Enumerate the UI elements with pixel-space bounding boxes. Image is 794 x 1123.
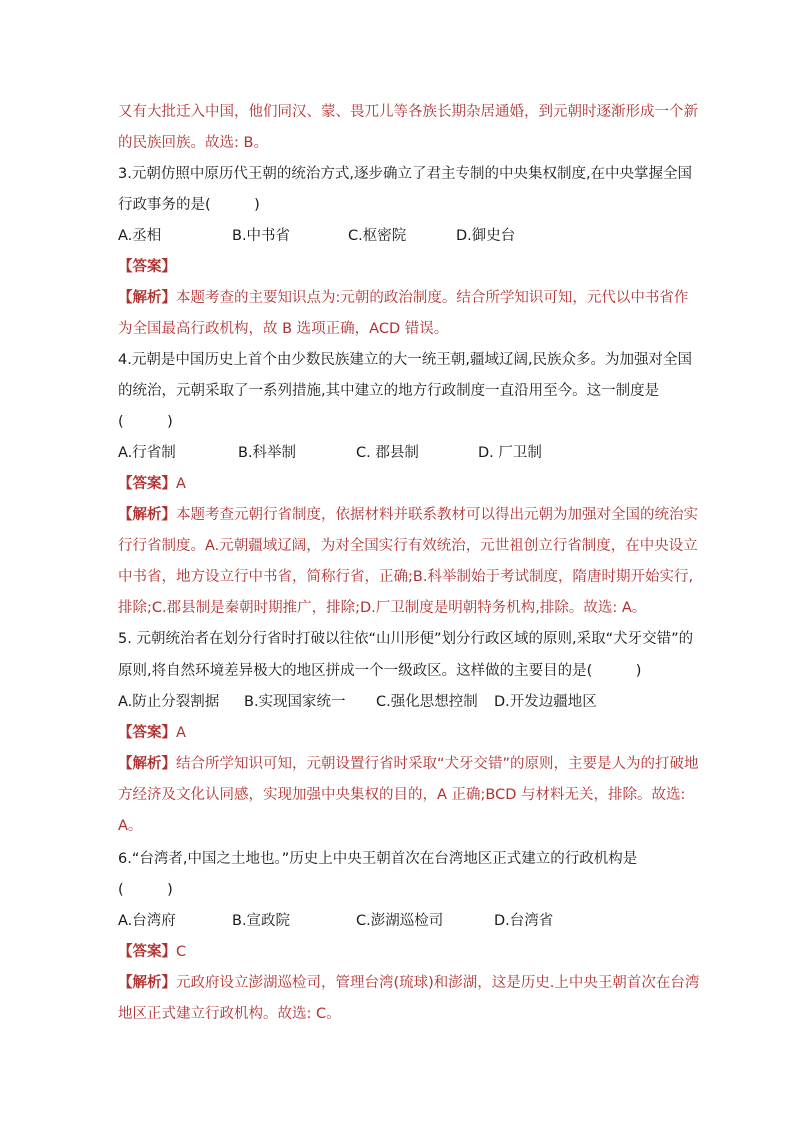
q6-analysis-line-2: 地区正式建立行政机构。故选: C。 bbox=[118, 1006, 341, 1022]
q5-analysis-line-1 bbox=[118, 754, 699, 774]
q5-stem-line-2: 原则,将自然环境差异极大的地区拼成一个一级政区。这样做的主要目的是( ) bbox=[118, 663, 642, 679]
q3-stem-line-1: 3.元朝仿照中原历代王朝的统治方式,逐步确立了君主专制的中央集权制度,在中央掌握全国 bbox=[118, 166, 693, 182]
q4-option-c: C. 郡县制 bbox=[356, 445, 419, 461]
q6-stem-line-1: 6.“台湾者,中国之土地也。”历史上中央王朝首次在台湾地区正式建立的行政机构是 bbox=[118, 851, 638, 867]
analysis-label: 【解析】 bbox=[118, 290, 176, 306]
q6-option-c: C.澎湖巡检司 bbox=[356, 913, 444, 929]
answer-label: 【答案】 bbox=[118, 476, 176, 492]
q4-answer-value: A bbox=[176, 476, 186, 492]
q3-analysis-line-2: 为全国最高行政机构，故 B 选项正确，ACD 错误。 bbox=[118, 321, 449, 337]
q6-answer-value: C bbox=[176, 944, 187, 960]
q4-analysis-text-1: 本题考查元朝行省制度，依据材料并联系教材可以得出元朝为加强对全国的统治实 bbox=[176, 507, 698, 523]
q4-answer bbox=[118, 474, 186, 494]
q3-option-c: C.枢密院 bbox=[348, 228, 407, 244]
q6-option-b: B.宣政院 bbox=[232, 913, 291, 929]
q4-option-d: D. 厂卫制 bbox=[478, 445, 542, 461]
q5-analysis-line-3: A。 bbox=[118, 818, 143, 834]
q6-analysis-text-1: 元政府设立澎湖巡检司，管理台湾(琉球)和澎湖，这是历史.上中央王朝首次在台湾 bbox=[176, 975, 700, 991]
analysis-label: 【解析】 bbox=[118, 975, 176, 991]
intro-line-1: 又有大批迁入中国，他们同汉、蒙、畏兀儿等各族长期杂居通婚，到元朝时逐渐形成一个新 bbox=[118, 104, 698, 120]
q3-stem-line-2: 行政事务的是( ) bbox=[118, 197, 260, 213]
q5-option-a: A.防止分裂割据 bbox=[118, 694, 220, 710]
q4-stem-line-3: ( ) bbox=[118, 414, 173, 430]
q4-analysis-line-3: 中书省，地方设立行中书省，简称行省，正确;B.科举制始于考试制度，隋唐时期开始实行, bbox=[118, 569, 694, 585]
q4-analysis-line-4: 排除;C.郡县制是秦朝时期推广，排除;D.厂卫制度是明朝特务机构,排除。故选: A。 bbox=[118, 600, 647, 616]
q3-answer bbox=[118, 257, 176, 277]
analysis-label: 【解析】 bbox=[118, 507, 176, 523]
q4-option-b: B.科举制 bbox=[238, 445, 297, 461]
q3-analysis-line-1 bbox=[118, 288, 688, 308]
q3-analysis-text-1: 本题考查的主要知识点为:元朝的政治制度。结合所学知识可知，元代以中书省作 bbox=[176, 290, 689, 306]
q6-analysis-line-1 bbox=[118, 973, 699, 993]
q6-option-a: A.台湾府 bbox=[118, 913, 176, 929]
q4-stem-line-1: 4.元朝是中国历史上首个由少数民族建立的大一统王朝,疆域辽阔,民族众多。为加强对全国 bbox=[118, 352, 693, 368]
q6-answer bbox=[118, 942, 186, 962]
q3-option-a: A.丞相 bbox=[118, 228, 162, 244]
q5-stem-line-1: 5. 元朝统治者在划分行省时打破以往依“山川形便”划分行政区域的原则,采取“犬牙交错”的 bbox=[118, 631, 694, 647]
q6-stem-line-2: ( ) bbox=[118, 882, 173, 898]
answer-label: 【答案】 bbox=[118, 725, 176, 741]
q3-option-b: B.中书省 bbox=[232, 228, 291, 244]
answer-label: 【答案】 bbox=[118, 259, 176, 275]
answer-label: 【答案】 bbox=[118, 944, 176, 960]
q4-analysis-line-1 bbox=[118, 505, 698, 525]
q5-option-b: B.实现国家统一 bbox=[244, 694, 346, 710]
q5-option-c: C.强化思想控制 bbox=[376, 694, 478, 710]
q5-answer bbox=[118, 723, 186, 743]
q5-analysis-line-2: 方经济及文化认同感，实现加强中央集权的目的，A 正确;BCD 与材料无关，排除。故选: bbox=[118, 787, 686, 803]
intro-line-2: 的民族回族。故选: B。 bbox=[118, 135, 268, 151]
q4-option-a: A.行省制 bbox=[118, 445, 176, 461]
q5-analysis-text-1: 结合所学知识可知，元朝设置行省时采取“犬牙交错”的原则，主要是人为的打破地 bbox=[176, 756, 699, 772]
q5-option-d: D.开发边疆地区 bbox=[494, 694, 597, 710]
analysis-label: 【解析】 bbox=[118, 756, 176, 772]
q4-analysis-line-2: 行行省制度。A.元朝疆域辽阔，为对全国实行有效统治，元世祖创立行省制度，在中央设立 bbox=[118, 538, 698, 554]
q6-option-d: D.台湾省 bbox=[494, 913, 554, 929]
q3-option-d: D.御史台 bbox=[456, 228, 516, 244]
q5-answer-value: A bbox=[176, 725, 186, 741]
q4-stem-line-2: 的统治，元朝采取了一系列措施,其中建立的地方行政制度一直沿用至今。这一制度是 bbox=[118, 383, 660, 399]
